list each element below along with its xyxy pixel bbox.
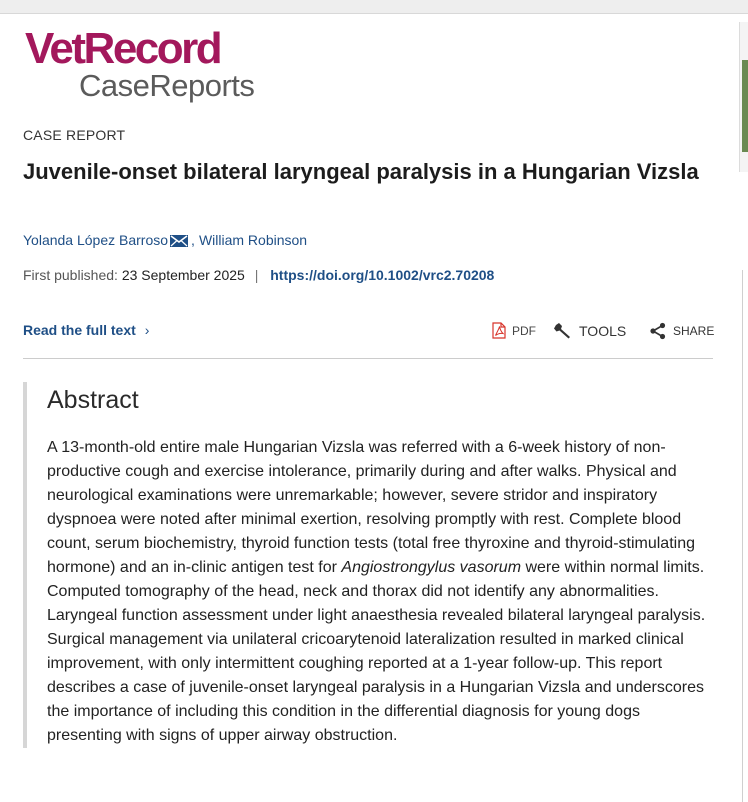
article-title: Juvenile-onset bilateral laryngeal paralysis in a Hungarian Vizsla [23,159,699,184]
side-image-thumbnail[interactable] [742,60,748,152]
author-link[interactable]: Yolanda López Barroso [23,232,169,248]
wrench-icon [553,322,573,340]
article-type-label: CASE REPORT [23,127,126,143]
section-divider [23,358,713,359]
author-separator: , [191,232,195,248]
pub-separator: | [254,267,259,283]
first-published-label: First published: [23,267,118,283]
share-icon [649,322,667,340]
author-link[interactable]: William Robinson [198,232,308,248]
pdf-icon [492,322,506,339]
abstract-text [47,436,717,748]
species-name-italic: Angiostrongylus vasorum [341,559,522,576]
abstract-text-part1: A 13-month-old entire male Hungarian Vizsla was referred with a 6-week history of non-productive cough and exercise intolerance, primarily during and after walks. Physical and neurological examinations were unremarkable; however, severe stridor and inspiratory dyspnoea were noted after minimal exertion, resolving promptly with rest. Complete blood count, serum biochemistry, thyroid function tests (total free thyroxine and thyroid-stimulating hormone) and an in-clinic antigen test for [47,439,695,576]
pdf-button[interactable] [492,322,536,339]
tools-button[interactable] [553,322,626,340]
pdf-label: PDF [512,323,536,338]
first-published-date: 23 September 2025 [121,267,245,283]
read-full-text-label: Read the full text [23,322,136,338]
side-divider [742,270,748,802]
chevron-right-icon: › [144,322,150,338]
logo-casereports: CaseReports [79,68,255,103]
doi-link[interactable]: https://doi.org/10.1002/vrc2.70208 [270,267,495,283]
envelope-icon[interactable] [170,234,188,246]
browser-top-strip [0,0,748,14]
read-full-text-link[interactable] [23,322,149,338]
share-button[interactable] [649,322,714,340]
side-panel-edge [739,22,748,172]
abstract-heading: Abstract [47,386,139,414]
share-label: SHARE [673,324,715,338]
author-list [23,232,307,248]
publication-info [23,267,494,283]
journal-logo[interactable] [25,24,255,103]
tools-label: TOOLS [579,323,627,339]
abstract-text-part2: were within normal limits. Computed tomography of the head, neck and thorax did not identify any abnormalities. Laryngeal function assessment under light anaesthesia revealed bilateral laryngeal paralysis. Surgical management via unilateral cricoarytenoid lateralization resulted in marked clinical improvement, with only intermittent coughing reported at a 1-year follow-up. This report describes a case of juvenile-onset laryngeal paralysis in a Hungarian Vizsla and underscores the importance of including this condition in the differential diagnosis for young dogs presenting with signs of upper airway obstruction. [47,559,706,744]
logo-vetrecord: VetRecord [25,24,221,73]
abstract-section [23,382,713,748]
